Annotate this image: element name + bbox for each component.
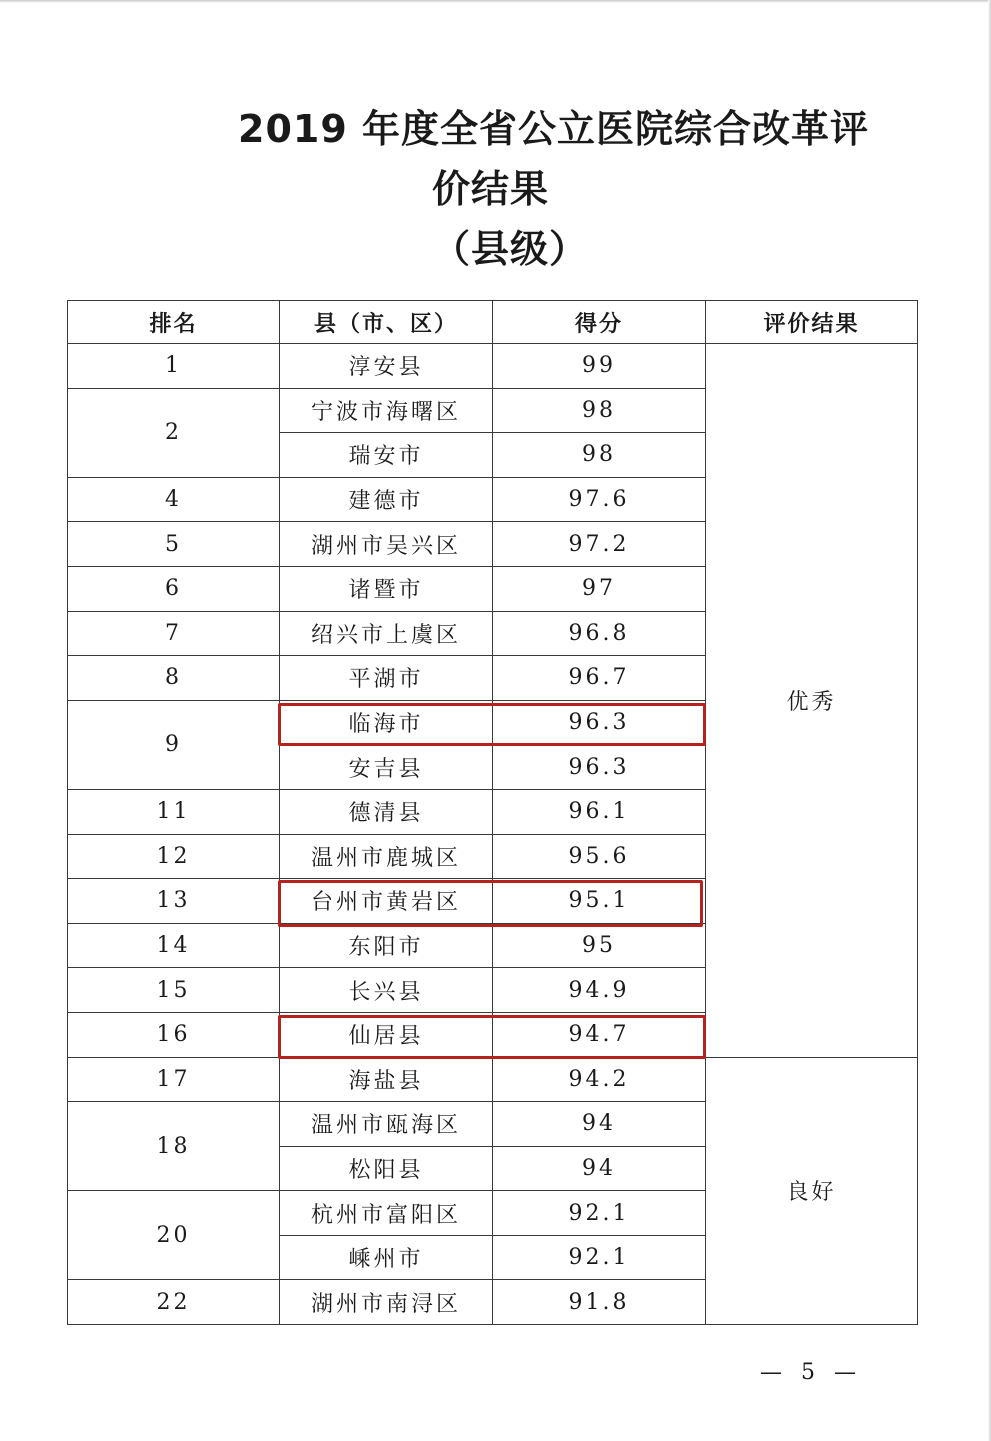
rank-cell: 11 <box>68 789 280 834</box>
rank-cell: 15 <box>68 968 280 1013</box>
result-cell-excellent: 优秀 <box>706 344 918 1058</box>
score-cell: 98 <box>493 388 706 433</box>
score-cell: 94 <box>493 1102 706 1147</box>
document-subtitle: （县级） <box>432 227 589 271</box>
county-cell: 温州市鹿城区 <box>280 834 493 879</box>
rank-cell: 4 <box>68 477 280 522</box>
county-cell: 诸暨市 <box>280 566 493 611</box>
score-cell: 92.1 <box>493 1235 706 1280</box>
score-cell: 96.7 <box>493 656 706 701</box>
county-cell: 湖州市吴兴区 <box>280 522 493 567</box>
rank-cell: 22 <box>68 1280 280 1325</box>
score-cell: 94 <box>493 1146 706 1191</box>
score-cell: 99 <box>493 344 706 389</box>
rank-cell: 12 <box>68 834 280 879</box>
score-cell: 94.9 <box>493 968 706 1013</box>
result-cell-good: 良好 <box>706 1057 918 1325</box>
score-cell: 95 <box>493 923 706 968</box>
header-result: 评价结果 <box>706 301 918 344</box>
rank-cell: 20 <box>68 1191 280 1280</box>
page-edge-top <box>0 0 991 3</box>
score-cell: 91.8 <box>493 1280 706 1325</box>
county-cell: 长兴县 <box>280 968 493 1013</box>
score-cell: 98 <box>493 433 706 478</box>
score-cell: 97.6 <box>493 477 706 522</box>
score-cell: 94.2 <box>493 1057 706 1102</box>
county-cell: 平湖市 <box>280 656 493 701</box>
rank-cell: 2 <box>68 388 280 477</box>
county-cell: 松阳县 <box>280 1146 493 1191</box>
page-number: — 5 — <box>760 1360 862 1385</box>
document-title-line-2: 价结果 <box>432 167 550 211</box>
rank-cell: 5 <box>68 522 280 567</box>
evaluation-results-table <box>67 300 918 1325</box>
rank-cell: 7 <box>68 611 280 656</box>
county-cell: 台州市黄岩区 <box>280 879 493 924</box>
county-cell: 安吉县 <box>280 745 493 790</box>
county-cell: 海盐县 <box>280 1057 493 1102</box>
document-title-line-1: 2019 年度全省公立医院综合改革评 <box>238 107 869 151</box>
county-cell: 绍兴市上虞区 <box>280 611 493 656</box>
score-cell: 94.7 <box>493 1012 706 1057</box>
county-cell: 临海市 <box>280 700 493 745</box>
rank-cell: 18 <box>68 1102 280 1191</box>
score-cell: 92.1 <box>493 1191 706 1236</box>
table-row <box>68 344 918 389</box>
county-cell: 仙居县 <box>280 1012 493 1057</box>
rank-cell: 17 <box>68 1057 280 1102</box>
rank-cell: 9 <box>68 700 280 789</box>
score-cell: 95.1 <box>493 879 706 924</box>
county-cell: 嵊州市 <box>280 1235 493 1280</box>
county-cell: 东阳市 <box>280 923 493 968</box>
rank-cell: 8 <box>68 656 280 701</box>
table-row <box>68 1057 918 1102</box>
county-cell: 瑞安市 <box>280 433 493 478</box>
county-cell: 淳安县 <box>280 344 493 389</box>
rank-cell: 14 <box>68 923 280 968</box>
county-cell: 杭州市富阳区 <box>280 1191 493 1236</box>
header-rank: 排名 <box>68 301 280 344</box>
header-score: 得分 <box>493 301 706 344</box>
rank-cell: 16 <box>68 1012 280 1057</box>
county-cell: 建德市 <box>280 477 493 522</box>
rank-cell: 6 <box>68 566 280 611</box>
table-header-row <box>68 301 918 344</box>
score-cell: 97.2 <box>493 522 706 567</box>
score-cell: 97 <box>493 566 706 611</box>
county-cell: 德清县 <box>280 789 493 834</box>
score-cell: 95.6 <box>493 834 706 879</box>
rank-cell: 1 <box>68 344 280 389</box>
score-cell: 96.3 <box>493 745 706 790</box>
score-cell: 96.1 <box>493 789 706 834</box>
county-cell: 宁波市海曙区 <box>280 388 493 433</box>
county-cell: 湖州市南浔区 <box>280 1280 493 1325</box>
header-county: 县（市、区） <box>280 301 493 344</box>
score-cell: 96.3 <box>493 700 706 745</box>
score-cell: 96.8 <box>493 611 706 656</box>
county-cell: 温州市瓯海区 <box>280 1102 493 1147</box>
rank-cell: 13 <box>68 879 280 924</box>
